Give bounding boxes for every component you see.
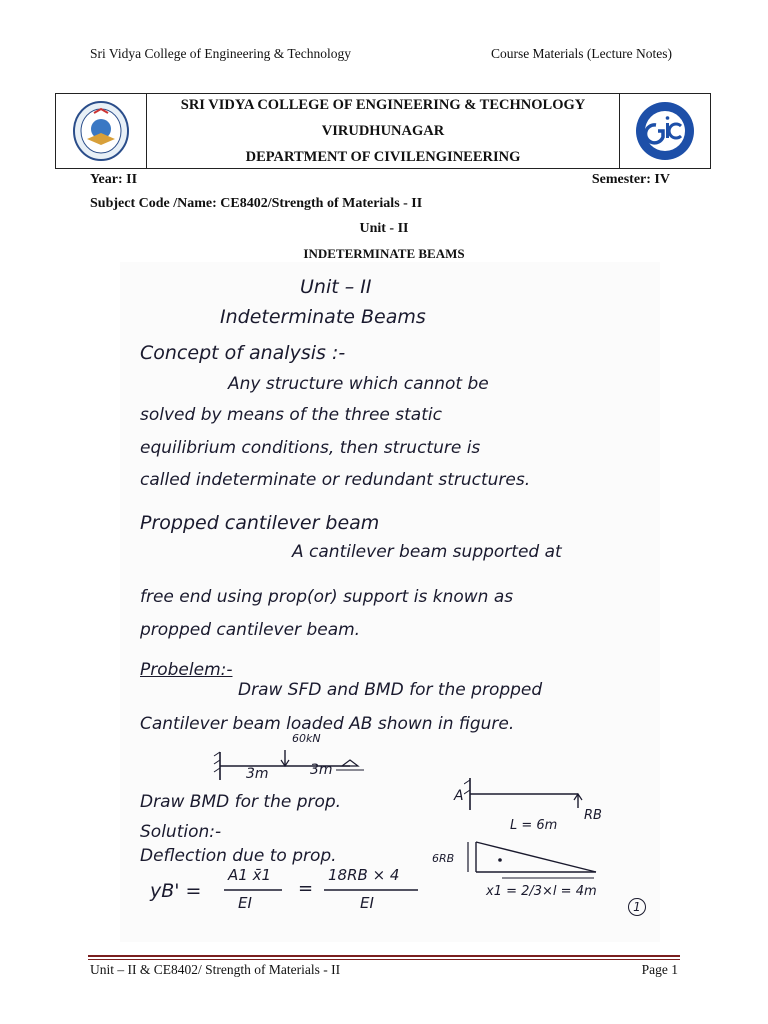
title-box bbox=[55, 93, 711, 169]
gic-certification-logo-icon bbox=[630, 99, 700, 163]
college-logo-icon bbox=[70, 99, 132, 163]
concept-line-4: called indeterminate or redundant structures. bbox=[140, 470, 531, 490]
fraction-bar-2 bbox=[324, 888, 420, 892]
equation-equals: = bbox=[298, 878, 314, 899]
institution-city: VIRUDHUNAGAR bbox=[321, 123, 445, 139]
propped-heading: Propped cantilever beam bbox=[140, 512, 380, 534]
footer-rule-top bbox=[88, 955, 680, 957]
equation-frac2-den: EI bbox=[360, 894, 374, 912]
length-label: L = 6m bbox=[510, 818, 558, 833]
draw-bmd-line: Draw BMD for the prop. bbox=[140, 792, 342, 812]
concept-heading: Concept of analysis :- bbox=[140, 342, 346, 364]
college-logo-cell bbox=[56, 94, 147, 168]
footer-rule-bottom bbox=[88, 959, 680, 960]
span-left-label: 3m bbox=[246, 766, 269, 782]
propped-line-3: propped cantilever beam. bbox=[140, 620, 361, 640]
equation-lhs: yB' = bbox=[150, 880, 202, 902]
year-semester-row bbox=[90, 172, 670, 188]
unit-label: Unit - II bbox=[359, 221, 409, 236]
page-footer bbox=[90, 962, 678, 978]
equation-frac1-num: A1 x̄1 bbox=[228, 866, 271, 884]
problem-line-2: Cantilever beam loaded AB shown in figure. bbox=[140, 714, 515, 734]
concept-line-1: Any structure which cannot be bbox=[228, 374, 489, 394]
semester-label: Semester: IV bbox=[591, 172, 670, 187]
notes-unit-title: Unit – II bbox=[300, 276, 372, 298]
institution-name: SRI VIDYA COLLEGE OF ENGINEERING & TECHNOLOGY bbox=[180, 97, 586, 113]
support-a-label: A bbox=[454, 788, 464, 804]
deflection-line: Deflection due to prop. bbox=[140, 846, 337, 866]
handwritten-notes bbox=[120, 262, 660, 942]
page-header bbox=[90, 46, 672, 62]
notes-topic-title: Indeterminate Beams bbox=[220, 306, 426, 328]
institution-department: DEPARTMENT OF CIVILENGINEERING bbox=[245, 149, 521, 165]
institution-title bbox=[147, 94, 619, 168]
footer-page-number: Page 1 bbox=[641, 962, 678, 977]
year-label: Year: II bbox=[90, 172, 138, 187]
concept-line-2: solved by means of the three static bbox=[140, 405, 442, 425]
solution-heading: Solution:- bbox=[140, 822, 222, 842]
load-label: 60kN bbox=[292, 732, 321, 745]
problem-heading: Probelem:- bbox=[140, 660, 233, 680]
concept-line-3: equilibrium conditions, then structure is bbox=[140, 438, 481, 458]
propped-beam-sketch bbox=[464, 774, 584, 814]
page-marker: 1 bbox=[628, 898, 646, 916]
equation-frac2-num: 18RB × 4 bbox=[328, 866, 400, 884]
problem-line-1: Draw SFD and BMD for the propped bbox=[238, 680, 543, 700]
header-college: Sri Vidya College of Engineering & Technology bbox=[90, 46, 351, 61]
centroid-label: x1 = 2/3×l = 4m bbox=[486, 884, 597, 899]
equation-frac1-den: EI bbox=[238, 894, 252, 912]
reaction-rb-label: RB bbox=[584, 808, 602, 823]
area-label: 6RB bbox=[432, 852, 455, 865]
span-right-label: 3m bbox=[310, 762, 333, 778]
propped-line-1: A cantilever beam supported at bbox=[292, 542, 562, 562]
fraction-bar-1 bbox=[224, 888, 284, 892]
gic-logo-cell bbox=[619, 94, 710, 168]
propped-line-2: free end using prop(or) support is known as bbox=[140, 587, 514, 607]
subject-row bbox=[90, 196, 670, 212]
topic-label: INDETERMINATE BEAMS bbox=[303, 246, 465, 261]
header-course-materials: Course Materials (Lecture Notes) bbox=[490, 46, 672, 61]
subject-label: Subject Code /Name: CE8402/Strength of Materials - II bbox=[90, 196, 423, 211]
footer-subject: Unit – II & CE8402/ Strength of Materials - II bbox=[90, 962, 341, 977]
